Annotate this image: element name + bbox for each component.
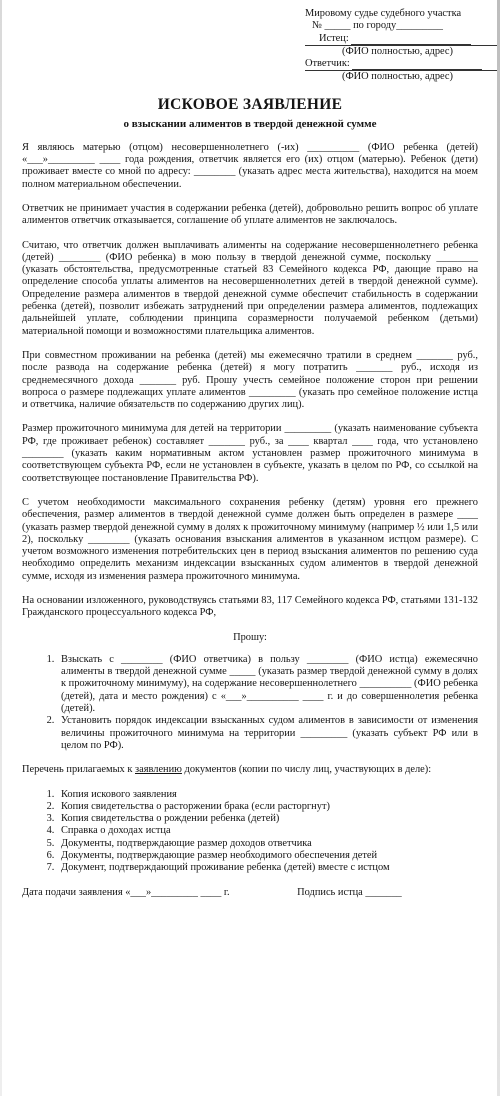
defendant-label: Ответчик: [305, 58, 350, 70]
attachments-list [22, 789, 478, 875]
prayer-item: 1. Взыскать с ________ (ФИО ответчика) в пользу ________ (ФИО истца) ежемесячно алименты в твердой денежной сумме _____ (указать размер твердой денежной сумму в долях к прожиточному минимуму), на содержание несовершеннолетнего __________ (ФИО ребенка (детей), дата и место рождения) с «___»__________ ____ г. и до совершеннолетия ребенка (детей). [57, 654, 478, 715]
paragraph-subsistence-minimum: Размер прожиточного минимума для детей на территории _________ (указать наименование субъекта РФ, где проживает ребенок) составляет _______ руб., за ____ квартал ____ года, что установлено ________ (указать каким нормативным актом установлен размер прожиточного минимума в соответствующем субъекта РФ, если не установлен в субъекте, указать в целом по РФ, со ссылкой на соответствующее постановление Правительства РФ). [22, 423, 478, 484]
paragraph-legal-basis: На основании изложенного, руководствуясь статьями 83, 117 Семейного кодекса РФ, статьями 131-132 Гражданского процессуального кодекса РФ, [22, 594, 478, 619]
filing-date-line: Дата подачи заявления «___»_________ ____ г. [22, 886, 230, 898]
attachment-item: 4. Справка о доходах истца [57, 825, 478, 837]
defendant-line [305, 58, 500, 70]
defendant-hint: (ФИО полностью, адрес) [305, 70, 500, 83]
prayer-heading: Прошу: [233, 631, 267, 643]
page-left-edge [0, 0, 2, 1096]
prayer-item: 2. Установить порядок индексации взысканных судом алиментов в зависимости от изменения величины прожиточного минимума на территории _________ (указать субъект РФ или в целом по РФ). [57, 715, 478, 752]
paragraph-custody: Я являюсь матерью (отцом) несовершеннолетнего (-их) __________ (ФИО ребенка (детей) «___»_________ ____ года рождения, ответчик является его (их) отцом (матерью). Ребенок (дети) проживает вместе со мной по адресу: ________ (указать адрес места жительства), находится на моем полном материальном обеспечении. [22, 141, 478, 190]
court-addressee: Мировому судье судебного участка [305, 8, 462, 19]
attachments-intro-end: документов (копии по числу лиц, участвующих в деле): [181, 764, 432, 776]
plaintiff-label: Истец: [319, 32, 349, 44]
attachment-item: 6. Документы, подтверждающие размер необходимого обеспечения детей [57, 850, 478, 862]
paragraph-amount: С учетом необходимости максимального сохранения ребенку (детям) уровня его прежнего обеспечения, размер алиментов в твердой денежной сумме должен быть определен в размере ____ (указать размер твердой денежной сумму в долях к прожиточному минимуму (например ½ или 1,5 или 2), поскольку ________ (указать основания взыскания алиментов в указанном истцом размере). С учетом возможного изменения потребительских цен в период взыскания алиментов по решению суда необходимо определить механизм индексации взысканных судом алиментов в твердой денежной сумме, исходя из изменения размера прожиточного минимума. [22, 496, 478, 582]
document-title: ИСКОВОЕ ЗАЯВЛЕНИЕ [157, 95, 343, 113]
court-number-line: № _____ по городу_________ [312, 20, 443, 32]
attachment-item: 1. Копия искового заявления [57, 789, 478, 801]
attachments-intro-link: заявлению [135, 764, 182, 776]
signature-line [22, 887, 478, 899]
attachments-intro-start: Перечень прилагаемых к [22, 764, 135, 776]
attachment-item: 3. Копия свидетельства о рождении ребенка (детей) [57, 813, 478, 825]
paragraph-no-support: Ответчик не принимает участия в содержании ребенка (детей), добровольно решить вопрос об уплате алиментов ответчик отказывается, соглашение об уплате алиментов не заключалось. [22, 202, 478, 227]
plaintiff-hint: (ФИО полностью, адрес) [305, 45, 500, 58]
plaintiff-line [305, 33, 500, 45]
attachment-item: 7. Документ, подтверждающий проживание ребенка (детей) вместе с истцом [57, 862, 478, 874]
prayer-list [22, 654, 478, 752]
attachments-intro [22, 764, 478, 776]
attachment-item: 5. Документы, подтверждающие размер доходов ответчика [57, 838, 478, 850]
paragraph-fixed-sum-grounds: Считаю, что ответчик должен выплачивать алименты на содержание несовершеннолетнего ребенка (детей) ________ (ФИО ребенка) в мою пользу в твердой денежной сумме, поскольку ________ (указать обстоятельства, предусмотренные статьей 83 Семейного кодекса РФ, дающие право на определение способа уплаты алиментов на несовершеннолетних детей в твердой денежной сумме). Определение размера алиментов в твердой денежной сумме обеспечит стабильность в содержании ребенка (детей), позволит избежать затруднений при определении размера алиментов, подлежащих дальнейшей уплате, соблюдении принципа соразмерности получаемой ребенком (детьми) материальной помощи и возможностями плательщика алиментов. [22, 239, 478, 337]
plaintiff-signature: Подпись истца _______ [297, 886, 402, 898]
paragraph-expenses: При совместном проживании на ребенка (детей) мы ежемесячно тратили в среднем _______ руб., после развода на содержание ребенка (детей) я могу потратить _______ руб., исходя из среднемесячного дохода _______ руб. Прошу учесть семейное положение сторон при решении вопроса о размере подлежащих уплате алиментов _________ (указать про семейное положение истца и ответчика, наличие обязательств по содержанию других лиц). [22, 349, 478, 411]
document-subtitle: о взыскании алиментов в твердой денежной сумме [123, 117, 377, 130]
addressee-block [305, 8, 500, 84]
attachment-item: 2. Копия свидетельства о расторжении брака (если расторгнут) [57, 801, 478, 813]
